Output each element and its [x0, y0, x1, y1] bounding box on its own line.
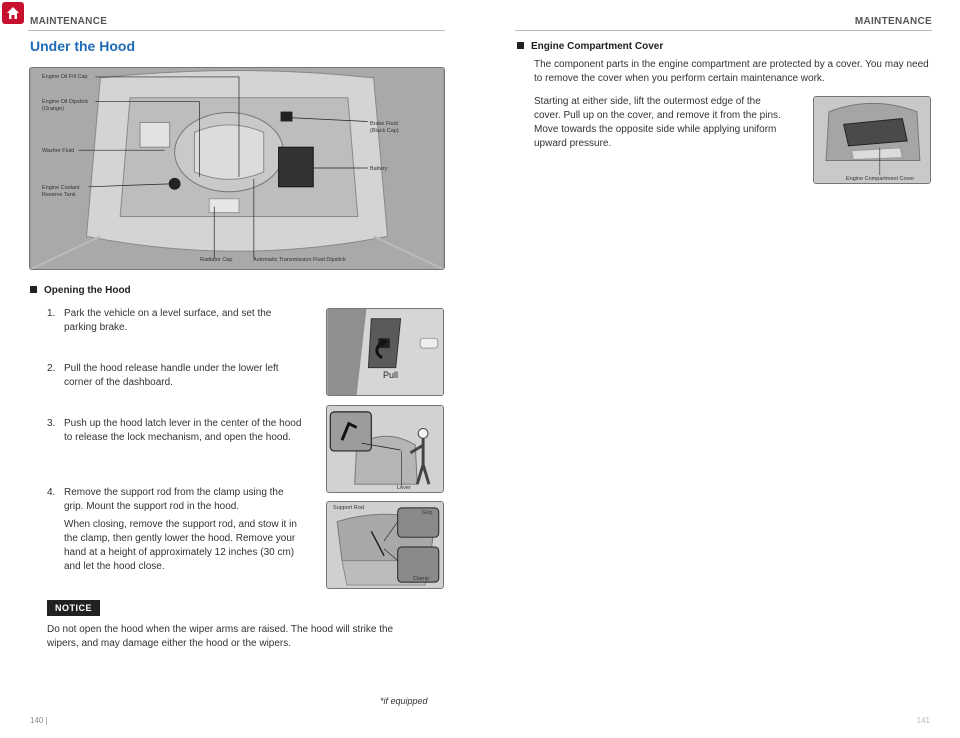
section-tag-right: MAINTENANCE [854, 16, 932, 27]
label-coolant-tank: Engine Coolant Reserve Tank [42, 185, 80, 198]
label-atf-dipstick: Automatic Transmission Fluid Dipstick [253, 257, 346, 263]
engine-bay-figure [29, 67, 445, 270]
header-divider-left [28, 30, 445, 31]
engine-cover-instructions: Starting at either side, lift the outermost edge of the cover. Pull up on the cover, and remove it from the pins. Move towards the opposite side while applying uniform upward pressure. [534, 96, 781, 149]
step-2: 2. Pull the hood release handle under the lower left corner of the dashboard. [47, 363, 279, 388]
label-battery: Battery [370, 166, 388, 172]
header-divider-right [515, 30, 932, 31]
step-3: 3. Push up the hood latch lever in the center of the hood to release the lock mechanism, and open the hood. [47, 418, 302, 443]
engine-cover-figure [813, 96, 931, 184]
label-grip: Grip [422, 510, 433, 516]
page-number-left: 140 | [30, 716, 48, 725]
notice-text: Do not open the hood when the wiper arms are raised. The hood will strike the wipers, and may damage either the hood or the wipers. [47, 624, 394, 649]
engine-cover-illustration [814, 97, 930, 183]
hood-latch-illustration [327, 406, 443, 492]
label-lever: Lever [397, 485, 411, 491]
label-oil-dipstick: Engine Oil Dipstick (Orange) [42, 99, 89, 112]
opening-hood-heading: Opening the Hood [30, 285, 131, 296]
page-number-right: 141 [916, 716, 930, 725]
support-rod-figure [326, 501, 444, 589]
step-4-closing-note: When closing, remove the support rod, and stow it in the clamp, then gently lower the hood. Remove your hand at a height of approximately 12 inches (30 cm) and let the hood close. [64, 519, 297, 572]
label-oil-fill-cap: Engine Oil Fill Cap [42, 74, 88, 80]
step-1: 1. Park the vehicle on a level surface, and set the parking brake. [47, 308, 272, 333]
heading-bullet-icon [30, 286, 37, 293]
step-4: 4. Remove the support rod from the clamp using the grip. Mount the support rod in the hood. [47, 487, 284, 512]
engine-cover-intro: The component parts in the engine compartment are protected by a cover. You may need to remove the cover when you perform certain maintenance work. [534, 59, 929, 84]
heading-bullet-icon [517, 42, 524, 49]
label-washer-fluid: Washer Fluid [42, 148, 75, 154]
engine-cover-heading: Engine Compartment Cover [517, 41, 663, 52]
hood-release-illustration [327, 309, 443, 395]
label-brake-fluid: Brake Fluid (Black Cap) [370, 121, 399, 134]
hood-release-figure [326, 308, 444, 396]
section-tag-left: MAINTENANCE [30, 16, 108, 27]
hood-latch-figure [326, 405, 444, 493]
label-support-rod: Support Rod [333, 505, 364, 511]
label-engine-cover: Engine Compartment Cover [846, 176, 915, 182]
label-radiator-cap: Radiator Cap [200, 257, 233, 263]
home-icon[interactable] [2, 2, 24, 24]
footnote: *if equipped [380, 696, 428, 706]
notice-badge: NOTICE [47, 600, 100, 616]
label-pull: Pull [383, 370, 399, 380]
label-clamp: Clamp [413, 576, 429, 582]
page-title: Under the Hood [30, 38, 135, 54]
